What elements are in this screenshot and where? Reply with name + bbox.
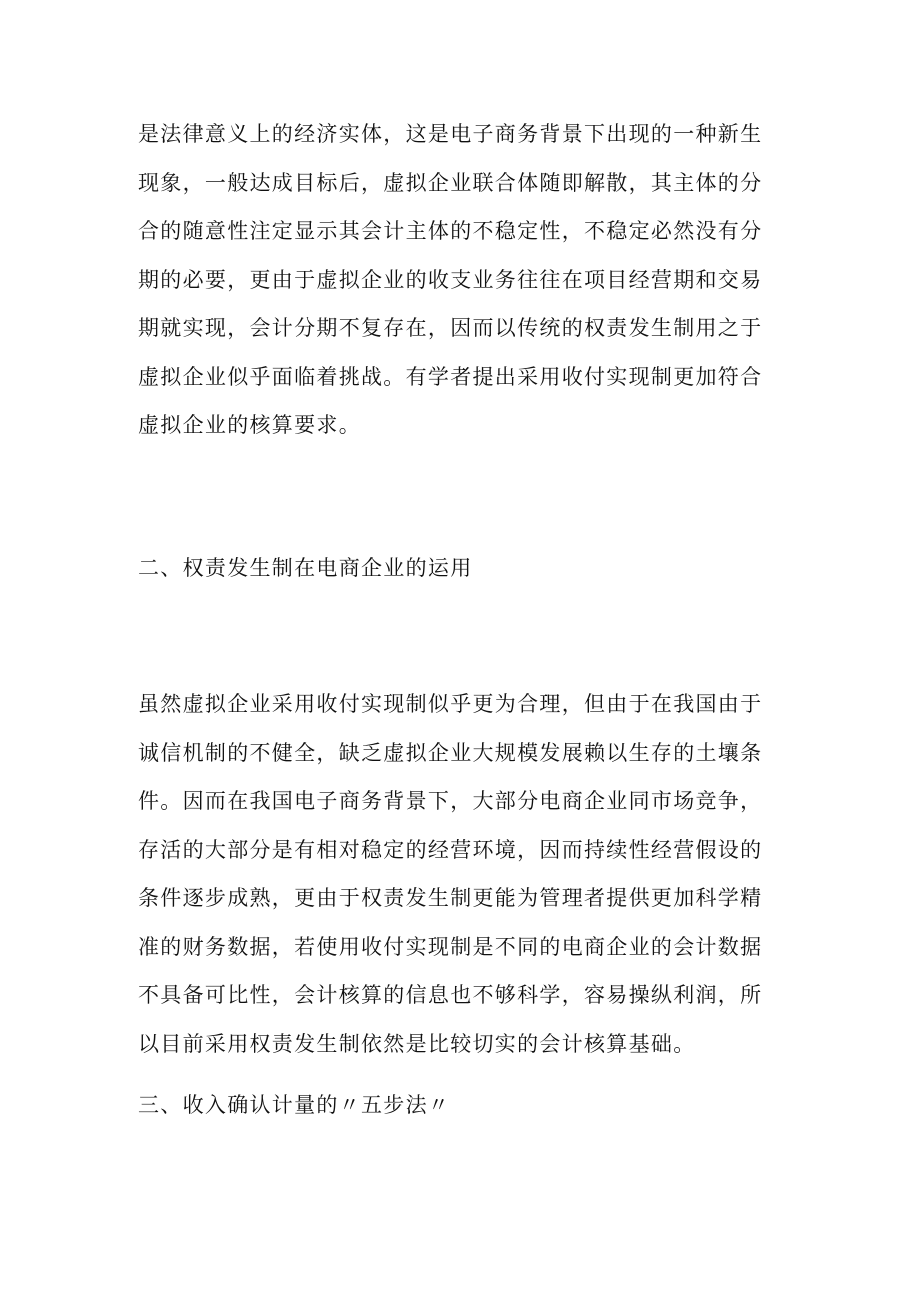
text-line: 诚信机制的不健全，缺乏虚拟企业大规模发展赖以生存的土壤条 xyxy=(138,740,763,765)
text-line: 不具备可比性，会计核算的信息也不够科学，容易操纵利润，所 xyxy=(138,983,763,1007)
text-line: 以目前采用权责发生制依然是比较切实的会计核算基础。 xyxy=(138,1031,696,1056)
text-line: 虚拟企业的核算要求。 xyxy=(138,413,361,437)
text-line: 是法律意义上的经济实体，这是电子商务背景下出现的一种新生 xyxy=(138,122,763,146)
text-line: 虽然虚拟企业采用收付实现制似乎更为合理，但由于在我国由于 xyxy=(138,692,763,716)
text-line: 现象，一般达成目标后，虚拟企业联合体随即解散，其主体的分 xyxy=(138,170,763,195)
text-line: 期就实现，会计分期不复存在，因而以传统的权责发生制用之于 xyxy=(138,316,763,340)
text-line: 条件逐步成熟，更由于权责发生制更能为管理者提供更加科学精 xyxy=(138,886,763,910)
section-heading-3: 三、收入确认计量的〃五步法〃 xyxy=(138,1093,451,1117)
text-line: 存活的大部分是有相对稳定的经营环境，因而持续性经营假设的 xyxy=(138,837,763,862)
body-paragraph-1 xyxy=(138,110,798,450)
text-line: 件。因而在我国电子商务背景下，大部分电商企业同市场竞争， xyxy=(138,789,763,813)
text-line: 虚拟企业似乎面临着挑战。有学者提出采用收付实现制更加符合 xyxy=(138,364,763,389)
body-paragraph-2 xyxy=(138,680,798,1068)
section-heading-2: 二、权责发生制在电商企业的运用 xyxy=(138,556,473,580)
text-line: 准的财务数据，若使用收付实现制是不同的电商企业的会计数据 xyxy=(138,934,763,959)
text-line: 期的必要，更由于虚拟企业的收支业务往往在项目经营期和交易 xyxy=(138,267,763,292)
text-line: 合的随意性注定显示其会计主体的不稳定性，不稳定必然没有分 xyxy=(138,219,763,243)
